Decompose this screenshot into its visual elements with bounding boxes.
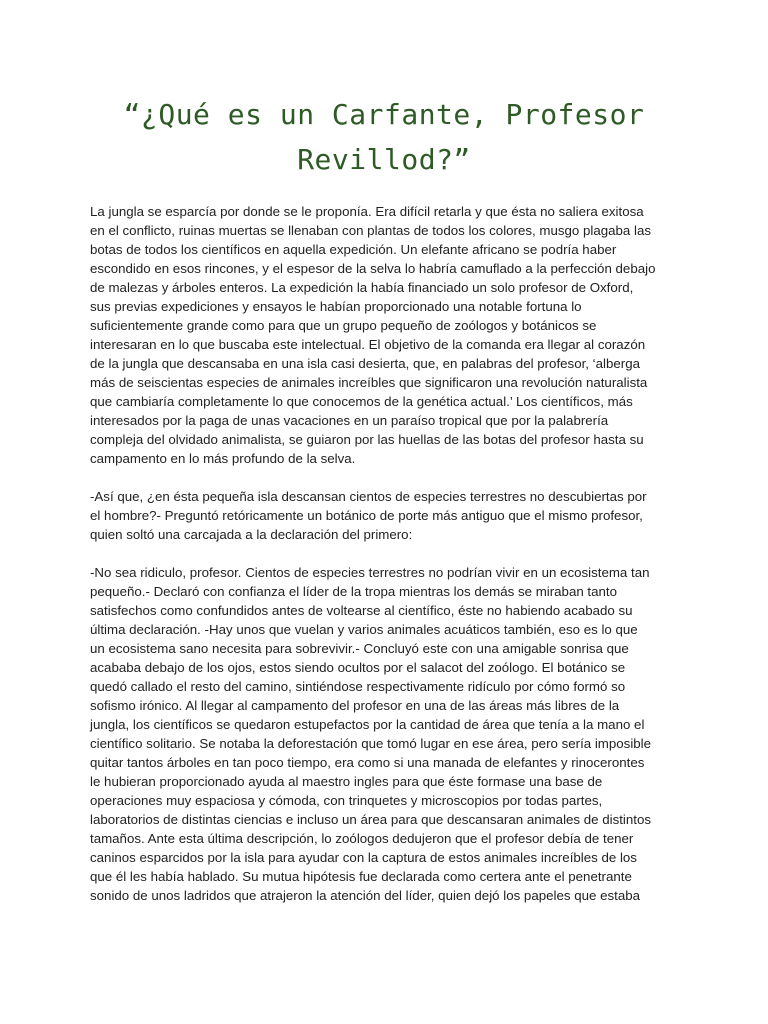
paragraph	[90, 563, 680, 905]
text-line: de la jungla que descansaba en una isla casi desierta, que, en palabras del profesor, ‘alberga	[90, 356, 640, 371]
text-line: de malezas y árboles enteros. La expedición la había financiado un solo profesor de Oxford,	[90, 280, 634, 295]
text-line: el hombre?- Preguntó retóricamente un botánico de porte más antiguo que el mismo profesor,	[90, 508, 643, 523]
text-line: un ecosistema sano necesita para sobrevivir.- Concluyó este con una amigable sonrisa que	[90, 641, 629, 656]
text-line: pequeño.- Declaró con confianza el líder de la tropa mientras los demás se miraban tanto	[90, 584, 617, 599]
text-line: -No sea ridiculo, profesor. Cientos de especies terrestres no podrían vivir en un ecosistema tan	[90, 565, 650, 580]
paragraph	[90, 202, 680, 468]
text-line: La jungla se esparcía por donde se le proponía. Era difícil retarla y que ésta no saliera exitosa	[90, 204, 644, 219]
text-line: laboratorios de distintas ciencias e incluso un área para que descansaran animales de distintos	[90, 812, 652, 827]
text-line: caninos esparcidos por la isla para ayudar con la captura de estos animales increíbles de los	[90, 850, 637, 865]
text-line: le hubieran proporcionado ayuda al maestro ingles para que éste formase una base de	[90, 774, 603, 789]
text-line: que cambiaría completamente lo que conocemos de la genética actual.’ Los científicos, más	[90, 394, 633, 409]
text-line: compleja del olvidado animalista, se guiaron por las huellas de las botas del profesor hasta su	[90, 432, 644, 447]
text-line: última declaración. -Hay unos que vuelan y varios animales acuáticos también, eso es lo que	[90, 622, 638, 637]
text-line: interesados por la paga de unas vacaciones en un paraíso tropical que por la palabrería	[90, 413, 609, 428]
text-line: botas de todos los científicos en aquella expedición. Un elefante africano se podría haber	[90, 242, 617, 257]
paragraph	[90, 487, 680, 544]
text-line: sus previas expediciones y ensayos le habían proporcionado una notable fortuna lo	[90, 299, 582, 314]
text-line: quedó callado el resto del camino, sintiéndose respectivamente ridículo por cómo formó so	[90, 679, 626, 694]
text-line: en el conflicto, ruinas muertas se llenaban con plantas de todos los colores, musgo plagaba las	[90, 223, 652, 238]
text-line: quitar tantos árboles en tan poco tiempo, era como si una manada de elefantes y rinocerontes	[90, 755, 645, 770]
text-line: -Así que, ¿en ésta pequeña isla descansan cientos de especies terrestres no descubiertas por	[90, 489, 647, 504]
text-line: escondido en esos rincones, y el espesor de la selva lo habría camuflado a la perfección debajo	[90, 261, 656, 276]
text-line: suficientemente grande como para que un grupo pequeño de zoólogos y botánicos se	[90, 318, 597, 333]
page-title	[60, 92, 708, 182]
text-line: quien soltó una carcajada a la declaración del primero:	[90, 527, 413, 542]
text-line: científico solitario. Se notaba la deforestación que tomó lugar en ese área, pero sería imposible	[90, 736, 652, 751]
text-line: sofismo irónico. Al llegar al campamento del profesor en una de las áreas más libres de la	[90, 698, 620, 713]
text-line: más de seiscientas especies de animales increíbles que significaron una revolución naturalista	[90, 375, 648, 390]
title-line: Revillod?”	[297, 143, 471, 176]
text-line: satisfechos como confundidos antes de voltearse al científico, éste no habiendo acabado su	[90, 603, 633, 618]
text-line: sonido de unos ladridos que atrajeron la atención del líder, quien dejó los papeles que estaba	[90, 888, 641, 903]
document-body	[90, 202, 680, 924]
text-line: tamaños. Ante esta última descripción, lo zoólogos dedujeron que el profesor debía de tener	[90, 831, 634, 846]
text-line: operaciones muy espaciosa y cómoda, con trinquetes y microscopios por todas partes,	[90, 793, 603, 808]
text-line: jungla, los científicos se quedaron estupefactos por la cantidad de área que tenía a la mano el	[90, 717, 645, 732]
text-line: interesaran en lo que buscaba este intelectual. El objetivo de la comanda era llegar al corazón	[90, 337, 646, 352]
text-line: que él les había hablado. Su mutua hipótesis fue declarada como certera ante el penetrante	[90, 869, 632, 884]
title-line: “¿Qué es un Carfante, Profesor	[123, 98, 645, 131]
text-line: campamento en lo más profundo de la selva.	[90, 451, 356, 466]
text-line: acababa debajo de los ojos, estos siendo ocultos por el salacot del zoólogo. El botánico se	[90, 660, 626, 675]
